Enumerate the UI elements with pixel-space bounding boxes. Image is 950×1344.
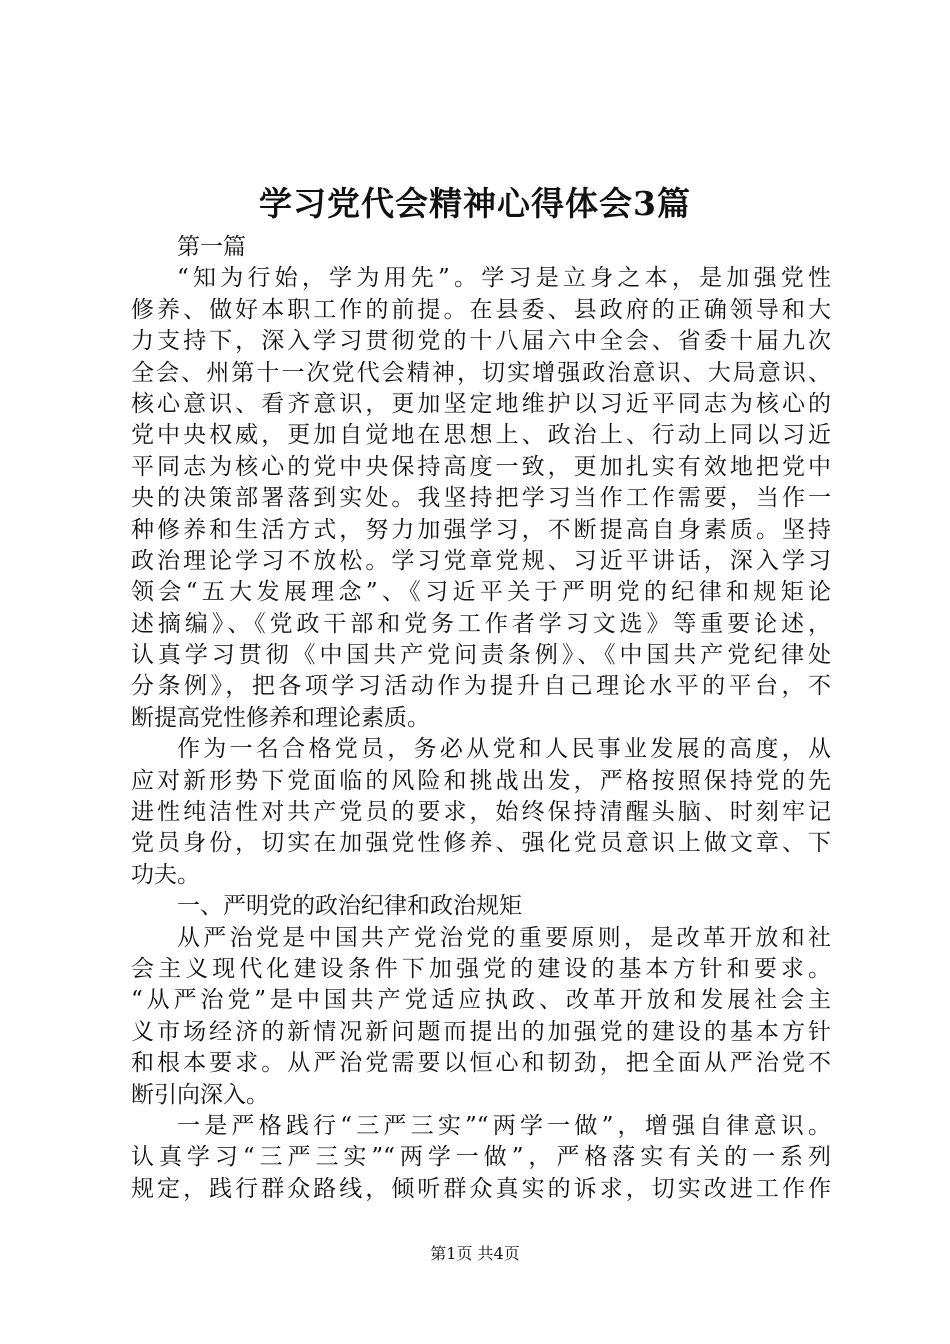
page-footer: 第1页 共4页 [430, 1244, 520, 1263]
body-line: 作为一名合格党员，务必从党和人民事业发展的高度，从 [177, 736, 831, 763]
body-line: 央的决策部署落到实处。我坚持把学习当作工作需要，当作一 [131, 485, 831, 512]
body-line: 认真学习“三严三实”“两学一做”，严格落实有关的一系列 [131, 1144, 831, 1171]
body-line: 应对新形势下党面临的风险和挑战出发，严格按照保持党的先 [131, 767, 831, 794]
body-line: 断提高党性修养和理论素质。 [131, 704, 430, 731]
body-line: 功夫。 [131, 861, 200, 888]
body-line: 党员身份，切实在加强党性修养、强化党员意识上做文章、下 [131, 830, 831, 857]
body-line: 种修养和生活方式，努力加强学习，不断提高自身素质。坚持 [131, 516, 831, 543]
body-line: 一、严明党的政治纪律和政治规矩 [177, 893, 522, 920]
body-line: 领会“五大发展理念”、《习近平关于严明党的纪律和规矩论 [131, 579, 831, 606]
body-line: “从严治党”是中国共产党适应执政、改革开放和发展社会主 [131, 987, 831, 1014]
body-line: 和根本要求。从严治党需要以恒心和韧劲，把全面从严治党不 [131, 1050, 831, 1077]
body-line: 政治理论学习不放松。学习党章党规、习近平讲话，深入学习 [131, 547, 831, 574]
body-line: 进性纯洁性对共产党员的要求，始终保持清醒头脑、时刻牢记 [131, 799, 831, 826]
body-line: 断引向深入。 [131, 1081, 269, 1108]
body-line: 会主义现代化建设条件下加强党的建设的基本方针和要求。 [131, 955, 831, 982]
body-line: 规定，践行群众路线，倾听群众真实的诉求，切实改进工作作 [131, 1175, 831, 1202]
body-line: 平同志为核心的党中央保持高度一致，更加扎实有效地把党中 [131, 453, 831, 480]
body-line: 党中央权威，更加自觉地在思想上、政治上、行动上同以习近 [131, 422, 831, 449]
body-line: 分条例》，把各项学习活动作为提升自己理论水平的平台，不 [131, 673, 831, 700]
body-line: 从严治党是中国共产党治党的重要原则，是改革开放和社 [177, 924, 831, 951]
document-title: 学习党代会精神心得体会3篇 [259, 184, 691, 223]
body-line: 认真学习贯彻《中国共产党问责条例》、《中国共产党纪律处 [131, 642, 831, 669]
body-line: 述摘编》、《党政干部和党务工作者学习文选》等重要论述， [131, 610, 831, 637]
document-body [131, 232, 831, 1205]
body-line: 一是严格践行“三严三实”“两学一做”，增强自律意识。 [177, 1112, 831, 1139]
body-line: 义市场经济的新情况新问题而提出的加强党的建设的基本方针 [131, 1018, 831, 1045]
body-line: 全会、州第十一次党代会精神，切实增强政治意识、大局意识、 [131, 359, 831, 386]
body-line: “知为行始，学为用先”。学习是立身之本，是加强党性 [177, 265, 831, 292]
body-line: 第一篇 [177, 234, 246, 260]
body-line: 核心意识、看齐意识，更加坚定地维护以习近平同志为核心的 [131, 390, 831, 417]
body-line: 修养、做好本职工作的前提。在县委、县政府的正确领导和大 [131, 296, 831, 323]
body-line: 力支持下，深入学习贯彻党的十八届六中全会、省委十届九次 [131, 328, 831, 355]
